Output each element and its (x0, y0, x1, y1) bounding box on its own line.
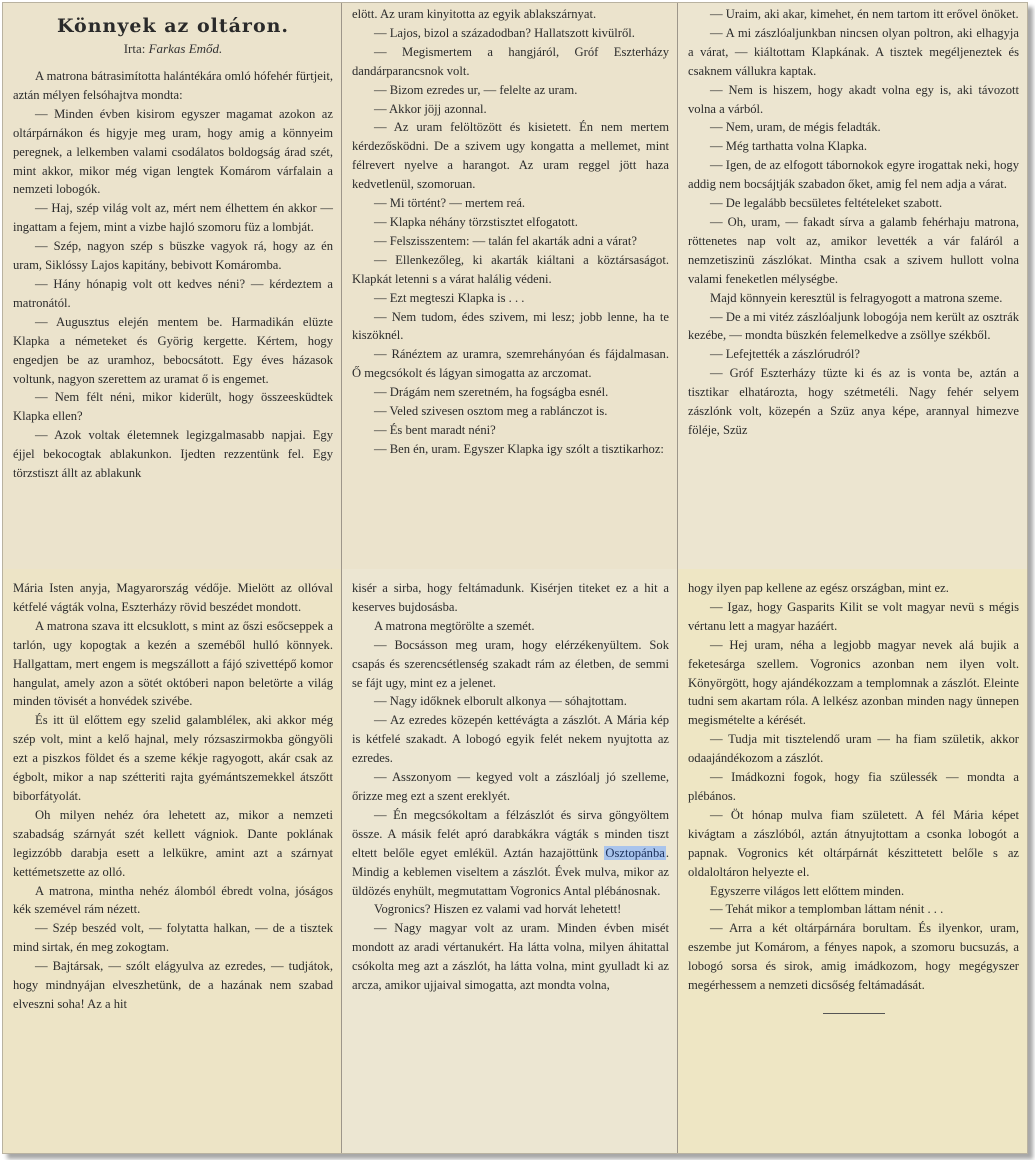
paragraph: Egyszerre világos lett előttem minden. (710, 883, 905, 898)
paragraph: — Arra a két oltárpárnára borultam. És ilyenkor, uram, eszembe jut Komárom, a fényes napok, a szomoru bucsuzás, a lobogó sorsa és sirok, amig imádkozom, hogy megégyszer megérhessem a nemzeti dicsőség feltámadását. (688, 921, 1019, 993)
paragraph: — Minden évben kisirom egyszer magamat azokon az oltárpárnákon és higyje meg uram, hogy amig a könnyeim peregnek, a lelkemben valami csodálatos boldogság árad szét, mint akkor, mikor még vigan lengtek Komárom várfalain a nemzeti lobogók. (13, 106, 333, 197)
paragraph: Oh milyen nehéz óra lehetett az, mikor a nemzeti szabadság szárnyát szét kellett vágniok. Dante poklának legizzóbb darabja esett a lelkükre, amint azt a szárnyat kettémetszette az olló. (13, 807, 333, 879)
paragraph: — Nem félt néni, mikor kiderült, hogy összeesküdtek Klapka ellen? (13, 390, 333, 424)
paragraph: — Oh, uram, — fakadt sírva a galamb fehérhaju matrona, röttenetes nap volt az, amikor levették a vár faláról a nemzetiszinü zászlókat. Mintha csak a szivem hullott volna valami feneketlen mélységbe. (688, 214, 1019, 286)
paragraph: — Hej uram, néha a legjobb magyar nevek alá bujik a feketesárga szellem. Vogronics azonban nem ilyen volt. Könyörgött, hogy ajándékozzam a templomnak a zászlót. Eleinte tudni sem akartam róla. A lelkész azonban minden nagy ünnepen megismételte a kérését. (688, 637, 1019, 728)
paragraph: A matrona megtörölte a szemét. (374, 618, 535, 633)
paragraph: — Lefejtették a zászlórudról? (710, 347, 860, 362)
author-name: Farkas Emőd. (148, 41, 223, 56)
column-bottom-3 (677, 569, 1027, 1153)
paragraph: — Nem, uram, de mégis feladták. (710, 120, 881, 135)
paragraph: — De a mi vitéz zászlóaljunk lobogója nem került az osztrák kezébe, — mondta büszkén felemelkedve a zsöllye székből. (688, 309, 1019, 343)
paragraph: hogy ilyen pap kellene az egész országban, mint ez. (688, 581, 949, 595)
paragraph: — Augusztus elején mentem be. Harmadikán elüzte Klapka a németeket és Györig kergette. Kértem, hogy engedjen be az uramhoz, bebocsátott. Egy éves házasok voltunk, nagyon szerettem az uramat ő is engemet. (13, 314, 333, 386)
paragraph: — Nagy magyar volt az uram. Minden évben misét mondott az aradi vértanukért. Ha látta volna, milyen áhitattal csókolta meg azt a zászlót, ha látta volna, mint gyulladt ki az arcza, amikor ujjaival simogatta, azt mondta volna, (352, 921, 669, 993)
paragraph: — Imádkozni fogok, hogy fia szülessék — mondta a plébános. (688, 770, 1019, 803)
paragraph: — Lajos, bizol a századodban? Hallatszott kivülről. (374, 25, 635, 40)
paragraph: — Akkor jöjj azonnal. (374, 101, 487, 116)
byline-prefix: Irta: (123, 41, 146, 56)
text-run: — Én megcsókoltam a félzászlót és sirva göngyöltem össze. A másik felét apró darabkákra vágták s minden tiszt eltett belőle egyet emlékül. Aztán hazajöttünk (352, 807, 669, 860)
column-bottom-2 (341, 569, 677, 1153)
paragraph: — Bocsásson meg uram, hogy elérzékenyültem. Sok csapás és szerencsétlenség szakadt rám az életben, de semmi se fájt ugy, mint ez a jelenet. (352, 637, 669, 690)
paragraph: — Nem is hiszem, hogy akadt volna egy is, aki távozott volna a várból. (688, 82, 1019, 116)
paragraph: — Az ezredes közepén kettévágta a zászlót. A Mária kép is kétfelé szakadt. A lobogó egyik felét nekem nyujtotta az ezredes. (352, 713, 669, 766)
paragraph: — Felszisszentem: — talán fel akarták adni a várat? (374, 233, 637, 248)
paragraph: — Öt hónap mulva fiam született. A fél Mária képet kivágtam a zászlóból, aztán átnyujtottam a csonka lobogót a papnak. Vogronics két oltárpárnát készittetett belőle s az oldaloltáron helyezte el. (688, 807, 1019, 879)
paragraph: elött. Az uram kinyitotta az egyik ablakszárnyat. (352, 7, 597, 21)
article-title: Könnyek az oltáron. (56, 15, 290, 37)
paragraph (352, 806, 669, 901)
paragraph: — Nem tudom, édes szivem, mi lesz; jobb lenne, ha te kiszöknél. (352, 309, 669, 343)
paragraph: — Azok voltak életemnek legizgalmasabb napjai. Egy éjjel bekocogtak ablakunkon. Ijedten rezzentünk fel. Egy törzstiszt állt az ablakunk (13, 428, 333, 481)
paragraph: — Veled szivesen osztom meg a rablánczot is. (374, 404, 608, 419)
paragraph: — Szép, nagyon szép s büszke vagyok rá, hogy az én uram, Siklóssy Lajos kapitány, bebivott Komáromba. (13, 239, 333, 273)
paragraph: — Ben én, uram. Egyszer Klapka igy szólt a tisztikarhoz: (374, 441, 664, 456)
paragraph: kisér a sirba, hogy feltámadunk. Kisérjen titeket ez a hit a keserves bujdosásba. (352, 581, 669, 614)
paragraph: — Tudja mit tisztelendő uram — ha fiam születik, akkor odaajándékozom a zászlót. (688, 732, 1019, 766)
end-rule (823, 1013, 885, 1014)
paragraph: A matrona szava itt elcsuklott, s mint az őszi esőcseppek a tarlón, ugy kopogtak a kezén a szeméből hulló könnyek. Hallgattam, mert engem is megszállott a fájó szivettépő komor hangulat, amely azon a sötét októberi napon beletörte a világ minden tövisét a honvédek szivébe. (13, 618, 333, 709)
paragraph: A matrona, mintha nehéz álomból ébredt volna, jóságos kék szemével rám nézett. (13, 883, 333, 917)
paragraph: — Ránéztem az uramra, szemrehányóan és fájdalmasan. Ő megcsókolt és lágyan simogatta az arczomat. (352, 347, 669, 381)
paragraph: — Uraim, aki akar, kimehet, én nem tartom itt erővel önöket. (710, 7, 1019, 21)
paragraph: — Igaz, hogy Gasparits Kilit se volt magyar nevü s mégis vértanu lett a magyar hazáért. (688, 599, 1019, 633)
paragraph: — Tehát mikor a templomban láttam nénit . . . (710, 902, 944, 917)
column-bottom-1 (3, 569, 341, 1153)
paragraph: — Klapka néhány törzstisztet elfogatott. (374, 214, 578, 229)
paragraph: A matrona bátrasimította halántékára omló hófehér fürtjeit, aztán mélyen felsóhajtva mondta: (13, 69, 333, 102)
column-top-2 (341, 3, 677, 569)
paragraph: — Haj, szép világ volt az, mért nem élhettem én akkor — ingattam a fejem, mint a vizbe hajló szomoru füz a lombját. (13, 201, 333, 235)
paragraph: — Gróf Eszterházy tüzte ki és az is vonta be, aztán a tisztikar elhatározta, hogy szétmetéli. Nagy fehér selyem zászlónk volt, közepén a Szüz anya képe, arannyal himezve föléje, Szüz (688, 366, 1019, 437)
paragraph: És itt ül előttem egy szelid galambléleк, aki akkor még szép volt, mint a kelő hajnal, mely rózsaszirmokba göngyöli ezt a piszkos földet és a szeme kékje ragyogott, akár csak az égbolt, mikor a nap szétteriti rajta gyémántszemekkel átszőtt biborfátyolát. (13, 713, 333, 803)
article-byline (13, 41, 333, 57)
bottom-section (3, 569, 1027, 1153)
paragraph: — Hány hónapig volt ott kedves néni? — kérdeztem a matronától. (13, 276, 333, 310)
paragraph: — És bent maradt néni? (374, 422, 496, 437)
paragraph: — De legalább becsületes feltételeket szabott. (710, 196, 943, 211)
paragraph: — Mi történt? — mertem reá. (374, 196, 526, 211)
paragraph: — Igen, de az elfogott tábornokok egyre irogattak neki, hogy addig nem bocsájtják szabadon őket, amig fel nem adja a várat. (688, 158, 1019, 192)
paragraph: — Ezt megteszi Klapka is . . . (374, 290, 525, 305)
paragraph: — Még tarthatta volna Klapka. (710, 139, 868, 154)
highlighted-word[interactable]: Osztopánba (605, 845, 665, 860)
paragraph: — Nagy időknek elborult alkonya — sóhajtottam. (374, 694, 627, 709)
paragraph: Vogronics? Hiszen ez valami vad horvát lehetett! (374, 902, 622, 917)
paragraph: — Az uram felöltözött és kisietett. Én nem mertem kérdezősködni. De a szivem ugy kongatta a mellemet, mint félrevert nyelve a harangot. Az uram reggel jött haza kedvetlenül, szomoruan. (352, 120, 669, 192)
column-top-1 (3, 3, 341, 569)
paragraph: — Bajtársak, — szólt elágyulva az ezredes, — tudjátok, hogy mindnyájan elveszhetünk, de a hazának nem szabad elveszni soha! Az a hit (13, 959, 333, 1011)
column-top-3 (677, 3, 1027, 569)
text-run: . Mindig a keblemen viseltem a zászlót. Évek mulva, mikor az üldözés enyhült, megmutattam Vogronics Antal plébánosnak. (352, 845, 669, 898)
paragraph: — Ellenkezőleg, ki akarták kiáltani a köztársaságot. Klapkát letenni s a várat halálig védeni. (352, 252, 669, 286)
paragraph: — Szép beszéd volt, — folytatta halkan, — de a tisztek mind sirtak, én meg zokogtam. (13, 921, 333, 955)
paragraph: Majd könnyein keresztül is felragyogott a matrona szeme. (710, 290, 1003, 305)
paragraph: — Drágám nem szeretném, ha fogságba esnél. (374, 385, 609, 400)
paragraph: — Megismertem a hangjáról, Gróf Eszterházy dandárparancsnok volt. (352, 44, 669, 78)
top-section (3, 3, 1027, 569)
paragraph: — A mi zászlóaljunkban nincsen olyan poltron, aki elhagyja a várat, — kiáltottam Klapkának. A tisztek megéljeneztek és csaknem vállukra kaptak. (688, 25, 1019, 78)
paragraph: Mária Isten anyja, Magyarország védője. Mielött az ollóval kétfelé vágták volna, Eszterházy rövid beszédet mondott. (13, 581, 333, 614)
paragraph: — Bizom ezredes ur, — felelte az uram. (374, 82, 578, 97)
newspaper-page (2, 2, 1028, 1154)
paragraph: — Asszonyom — kegyed volt a zászlóalj jó szelleme, őrizze meg ezt a szent ereklyét. (352, 770, 669, 803)
